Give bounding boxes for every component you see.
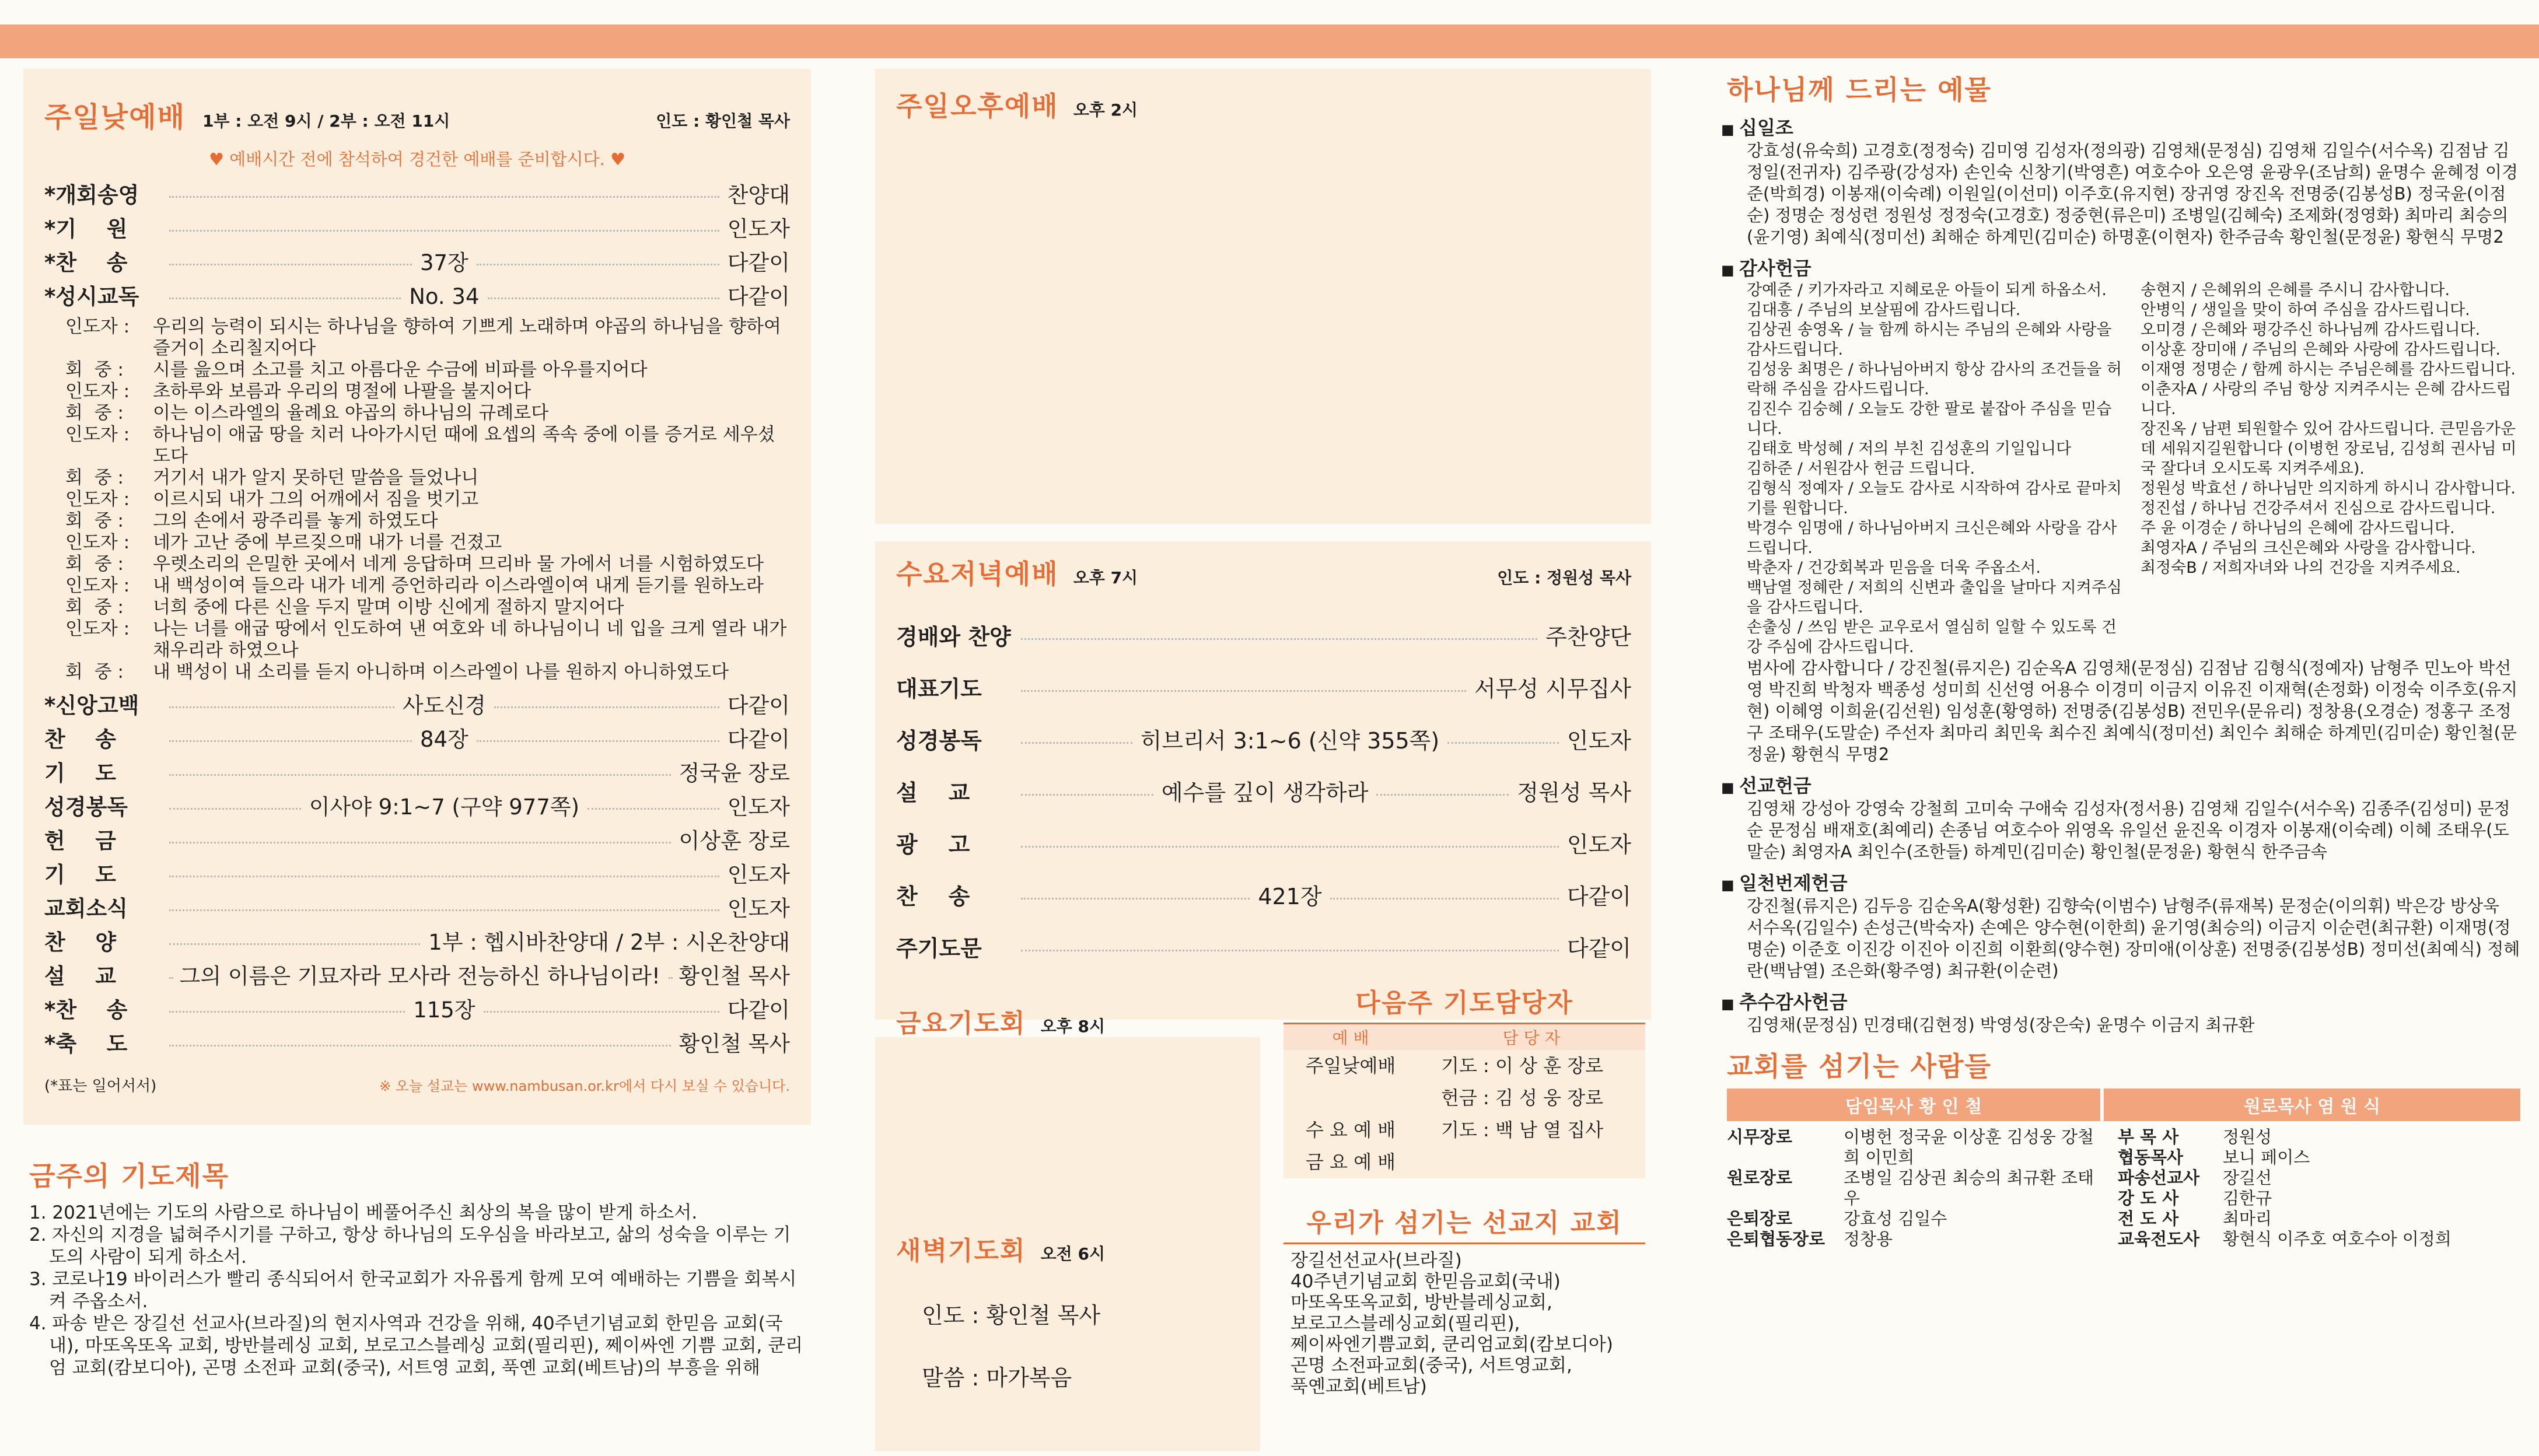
responsive-line [65, 467, 790, 489]
dot-leader [169, 808, 301, 810]
dot-leader [477, 740, 719, 742]
responsive-speaker: 회 중 : [65, 510, 124, 531]
weekly-prayer-title: 금주의 기도제목 [29, 1160, 230, 1192]
senior-pastor: 담임목사 황 인 철 [1727, 1088, 2100, 1121]
dot-leader [669, 977, 671, 979]
next-week-person: 기도 : 백 남 열 집사 [1441, 1119, 1604, 1141]
order-name: 대표기도 [896, 676, 982, 702]
prayer-item: 2. 자신의 지경을 넓혀주시기를 구하고, 항상 하나님의 도우심을 바라보고, 삶의 성숙을 이루는 기도의 사람이 되게 하소서. [29, 1224, 791, 1268]
order-name: 찬 송 [44, 727, 117, 752]
order-name: 성경봉독 [44, 794, 128, 820]
first-offering-names: 강진철(류지은) 김두응 김순옥A(황성환) 김향숙(이범수) 남형주(류재복) 문정순(이의휘) 박은강 방상욱 서수옥(김일수) 손성근(박숙자) 손예은 양수현(이한희) 윤기영(최승의) 이금지 이순련(최규환) 이재명(정명순) 이준호 이진강 이진아 이진희 이환희(양수현) 장미애(이상훈) 전명중(김봉성B) 정미선(최예식) 정혜란(백남열) 조은화(황주영) 최규환(이순련) [1747, 896, 2520, 981]
staff-row [1727, 1229, 2106, 1250]
order-name: *신앙고백 [44, 693, 139, 718]
order-person: 인도자 [727, 794, 790, 820]
staff-names: 김한규 [2223, 1188, 2272, 1208]
responsive-speaker: 회 중 : [65, 359, 124, 380]
thanks-general: 범사에 감사합니다 / 강진철(류지은) 김순옥A 김영채(문정심) 김점남 김형식(정예자) 남형주 민노아 박선영 박진희 박청자 백종성 성미희 신선영 어용수 이경미 이금지 이유진 이재혁(손정화) 이정숙 이주호(유지현) 이혜영 이희윤(김선원) 임성훈(황영하) 전명중(김봉성B) 전민우(문유리) 정창용(오경순) 정홍구 조정구 조태우(도말순) 주선자 최마리 최민욱 최수진 최예식(정미선) 최인수 최해순 하계민(김미순) 황인철(문정윤) 황현식 무명2 [1747, 658, 2518, 764]
order-person: 인도자 [1566, 832, 1631, 858]
next-week-person: 기도 : 이 상 훈 장로 [1441, 1055, 1604, 1077]
staff-row [2118, 1147, 2520, 1168]
thanks-grid [1721, 281, 2520, 657]
thanks-entry: 강예준 / 키가자라고 지혜로운 아들이 되게 하옵소서. [1747, 281, 2107, 299]
dot-leader [169, 264, 412, 265]
order-row [44, 858, 790, 892]
order-detail: 그의 이름은 기묘자라 모사라 전능하신 하나님이라! [179, 964, 660, 989]
order-detail: No. 34 [409, 284, 480, 309]
mission-church-item: 마또옥또옥교회, 방반블레싱교회, [1291, 1292, 1552, 1313]
staff-role: 파송선교사 [2118, 1168, 2200, 1188]
dot-leader [494, 706, 719, 708]
dot-leader [1447, 742, 1559, 744]
order-person: 황인철 목사 [679, 964, 790, 989]
dot-leader [1330, 898, 1559, 900]
sunday-service-times: 1부 : 오전 9시 / 2부 : 오전 11시 [202, 111, 450, 131]
responsive-line [65, 532, 790, 554]
afternoon-panel [875, 69, 1651, 524]
order-person: 다같이 [727, 284, 791, 309]
responsive-line [65, 402, 790, 424]
thanks-entry: 장진옥 / 남편 퇴원할수 있어 감사드립니다. 큰믿음가운데 세워지길원합니다 (이병헌 장로님, 김성희 권사님 미국 잘다녀 오시도록 지켜주세요). [2141, 420, 2517, 478]
staff-row [1727, 1127, 2106, 1168]
responsive-line [65, 510, 790, 532]
responsive-line [65, 662, 790, 683]
weekday-services-column [875, 69, 1651, 1451]
thanks-entry: 정원성 박효선 / 하나님만 의지하게 하시니 감사합니다. [2141, 480, 2516, 498]
order-person: 주찬양단 [1545, 624, 1631, 650]
next-week-row [1284, 1050, 1645, 1082]
order-name: *축 도 [44, 1031, 128, 1056]
order-detail: 115장 [413, 998, 475, 1023]
order-name: 기 도 [44, 862, 117, 887]
staff-role: 강 도 사 [2118, 1188, 2179, 1208]
mission-church-item: 장길선선교사(브라질) [1291, 1250, 1462, 1271]
order-row [896, 715, 1631, 767]
mission-church-item: 보로고스블레싱교회(필리핀), [1291, 1313, 1520, 1334]
web-note: ※ 오늘 설교는 www.nambusan.or.kr에서 다시 보실 수 있습니다. [379, 1078, 790, 1094]
afternoon-title: 주일오후예배 [896, 90, 1059, 122]
responsive-line [65, 489, 790, 510]
order-person: 다같이 [1566, 936, 1631, 961]
responsive-text: 나는 너를 애굽 땅에서 인도하여 낸 여호와 네 하나님이니 네 입을 크게 열라 내가 채우리라 하였으나 [153, 618, 787, 661]
thanks-entry: 박경수 임명애 / 하나님아버지 크신은혜와 사랑을 감사드립니다. [1747, 519, 2117, 557]
dot-leader [169, 230, 719, 232]
thanks-entry: 최영자A / 주님의 크신은혜와 사랑을 감사합니다. [2141, 539, 2476, 557]
dot-leader [1021, 794, 1153, 796]
order-person: 다같이 [727, 693, 791, 718]
dot-leader [169, 1011, 405, 1013]
harvest-offering-heading: ■ 추수감사헌금 [1721, 988, 2520, 1014]
mission-church-item: 쩨이싸엔기쁨교회, 쿤리엄교회(캄보디아) [1291, 1334, 1613, 1355]
order-name: 교회소식 [44, 896, 128, 921]
responsive-line [65, 381, 790, 402]
order-detail: 이사야 9:1~7 (구약 977쪽) [309, 794, 580, 820]
responsive-text: 거기서 내가 알지 못하던 말씀을 들었나니 [153, 467, 479, 488]
thanks-entry: 주 윤 이경순 / 하나님의 은혜에 감사드립니다. [2141, 519, 2455, 537]
order-person: 다같이 [727, 250, 790, 275]
order-row [44, 212, 790, 246]
order-person: 이상훈 장로 [679, 828, 790, 853]
next-week-row [1284, 1114, 1645, 1146]
church-staff-title: 교회를 섬기는 사람들 [1727, 1051, 1992, 1082]
responsive-text: 내 백성이 내 소리를 듣지 아니하며 이스라엘이 나를 원하지 아니하였도다 [153, 662, 729, 682]
staff-role: 전 도 사 [2118, 1209, 2179, 1228]
order-detail: 84장 [419, 727, 468, 752]
responsive-speaker: 회 중 : [65, 597, 124, 618]
staff-names: 최마리 [2223, 1209, 2272, 1228]
next-week-service: 주일낮예배 [1305, 1055, 1396, 1077]
dot-leader [169, 1045, 671, 1046]
staff-right [2106, 1127, 2520, 1250]
dot-leader [169, 196, 719, 198]
staff-role: 시무장로 [1727, 1127, 1793, 1147]
order-detail: 421장 [1258, 884, 1322, 909]
order-name: *찬 송 [44, 250, 128, 275]
order-row [896, 663, 1631, 715]
thanks-heading: ■ 감사헌금 [1721, 254, 2520, 281]
mission-church-item: 곤명 소전파교회(중국), 서트영교회, [1291, 1355, 1572, 1376]
dot-leader [169, 740, 412, 742]
thanks-entry: 김하준 / 서원감사 헌금 드립니다. [1747, 460, 1975, 478]
next-week-title: 다음주 기도담당자 [1355, 988, 1573, 1018]
next-week-service [1284, 1082, 1418, 1114]
next-week-service: 수 요 예 배 [1305, 1119, 1396, 1141]
staff-row [1727, 1209, 2106, 1229]
thanks-entry: 이춘자A / 사랑의 주님 항상 지켜주시는 은혜 감사드립니다. [2141, 380, 2512, 418]
sunday-service-leader: 인도 : 황인철 목사 [656, 111, 790, 131]
responsive-speaker: 인도자 : [65, 381, 130, 402]
dot-leader [169, 298, 401, 299]
responsive-speaker: 인도자 : [65, 575, 130, 596]
sunday-order-bottom [44, 689, 790, 1061]
order-name: *개회송영 [44, 183, 139, 208]
order-name: 설 교 [896, 780, 970, 806]
order-detail: 사도신경 [402, 693, 486, 718]
thanks-entry: 김상권 송영옥 / 늘 함께 하시는 주님의 은혜와 사랑을 감사드립니다. [1747, 321, 2112, 359]
dot-leader [169, 876, 719, 877]
responsive-line [65, 597, 790, 618]
order-name: 설 교 [44, 964, 117, 989]
responsive-speaker: 인도자 : [65, 489, 130, 510]
staff-role: 부 목 사 [2118, 1127, 2179, 1147]
responsive-text: 하나님이 애굽 땅을 치러 나아가시던 때에 요셉의 족속 중에 이를 증거로 세우셨도다 [153, 424, 775, 467]
staff-names: 보니 페이스 [2223, 1147, 2310, 1167]
thanks-entry: 박춘자 / 건강회복과 믿음을 더욱 주옵소서. [1747, 559, 2041, 577]
sunday-service-title: 주일낮예배 [44, 101, 186, 134]
order-row [44, 757, 790, 790]
order-person: 인도자 [1566, 728, 1631, 754]
staff-names: 정원성 [2223, 1127, 2272, 1147]
order-row [44, 960, 790, 993]
order-person: 정국윤 장로 [679, 761, 790, 786]
dawn-word: 말씀 : 마가복음 [922, 1365, 1072, 1391]
order-row [44, 689, 790, 723]
responsive-speaker: 인도자 : [65, 316, 130, 337]
order-name: *찬 송 [44, 998, 128, 1023]
thanks-entry: 김대흥 / 주님의 보살핌에 감사드립니다. [1747, 301, 2021, 319]
order-row [44, 1027, 790, 1061]
order-person: 인도자 [727, 896, 790, 921]
dot-leader [169, 943, 420, 945]
friday-title: 금요기도회 [896, 1009, 1026, 1038]
order-row [44, 926, 790, 960]
thanks-entry: 송현지 / 은혜위의 은혜를 주시니 감사합니다. [2141, 281, 2450, 299]
order-name: 성경봉독 [896, 728, 982, 754]
responsive-speaker: 회 중 : [65, 402, 124, 424]
responsive-line [65, 424, 790, 467]
order-name: 찬 양 [44, 930, 117, 955]
order-name: 경배와 찬양 [896, 624, 1011, 650]
sunday-order-top [44, 178, 790, 314]
dot-leader [169, 909, 719, 911]
thanks-entry: 정진섭 / 하나님 건강주셔서 진심으로 감사드립니다. [2141, 499, 2496, 517]
staff-left [1721, 1127, 2106, 1250]
responsive-text: 이는 이스라엘의 율례요 야곱의 하나님의 규례로다 [153, 402, 549, 424]
order-person: 인도자 [727, 216, 790, 242]
offerings-title: 하나님께 드리는 예물 [1727, 74, 1992, 106]
staff-names: 강효성 김일수 [1844, 1209, 1947, 1228]
responsive-text: 그의 손에서 광주리를 놓게 하였도다 [153, 510, 438, 531]
mission-offering-heading: ■ 선교헌금 [1721, 771, 2520, 798]
thanks-entry: 김진수 김숭혜 / 오늘도 강한 팔로 붙잡아 주심을 믿습니다. [1747, 400, 2112, 438]
dawn-title: 새벽기도회 [896, 1236, 1026, 1266]
mission-church-item: 푹옌교회(베트남) [1291, 1376, 1427, 1397]
order-detail: 예수를 깊이 생각하라 [1161, 780, 1369, 806]
prayer-item: 1. 2021년에는 기도의 사람으로 하나님이 베풀어주신 최상의 복을 많이 받게 하소서. [29, 1202, 698, 1223]
dot-leader [1021, 898, 1250, 900]
responsive-speaker: 회 중 : [65, 662, 124, 682]
next-week-head-service: 예 배 [1332, 1028, 1369, 1048]
responsive-text: 시를 읊으며 소고를 치고 아름다운 수금에 비파를 아우를지어다 [153, 359, 648, 380]
dot-leader [169, 774, 671, 776]
top-accent-bar [0, 24, 2539, 58]
emeritus-pastor: 원로목사 염 원 식 [2104, 1088, 2520, 1121]
dawn-time: 오전 6시 [1040, 1244, 1105, 1264]
staff-role: 은퇴협동장로 [1727, 1229, 1825, 1249]
prayer-item: 4. 파송 받은 장길선 선교사(브라질)의 현지사역과 건강을 위해, 40주년기념교회 한믿음 교회(국내), 마또옥또옥 교회, 방반블레싱 교회, 보로고스블레싱 교회(필리핀), 쩨이싸엔 기쁨 교회, 쿤리엄 교회(캄보디아), 곤명 소전파 교회(중국), 서트영 교회, 푹옌 교회(베트남)의 부흥을 위해 [29, 1313, 803, 1378]
dot-leader [488, 298, 719, 299]
afternoon-time: 오후 2시 [1073, 100, 1138, 120]
order-row [44, 280, 790, 314]
order-row [896, 871, 1631, 923]
friday-panel [875, 1037, 1260, 1259]
mission-offering-names: 김영채 강성아 강영숙 강철희 고미숙 구애숙 김성자(정서용) 김영채 김일수(서수옥) 김종주(김성미) 문정순 문정심 배재호(최예리) 손종님 여호수아 위영옥 유일선 윤진옥 이경자 이봉재(이숙례) 이혜 조태우(도말순) 최영자A 최인수(조한들) 하계민(김미순) 황인철(문정윤) 황현식 한주금속 [1747, 799, 2510, 862]
responsive-speaker: 회 중 : [65, 467, 124, 488]
thanks-entry: 김형식 정예자 / 오늘도 감사로 시작하여 감사로 끝마치기를 원합니다. [1747, 480, 2122, 517]
prepare-notice: ♥ 예배시간 전에 참석하여 경건한 예배를 준비합시다. ♥ [208, 149, 626, 169]
thanks-entry: 이재영 정명순 / 함께 하시는 주님은혜를 감사드립니다. [2141, 360, 2516, 379]
order-name: 찬 송 [896, 884, 970, 909]
order-row [44, 892, 790, 926]
order-person: 다같이 [727, 727, 790, 752]
dot-leader [587, 808, 719, 810]
next-week-person: 헌금 : 김 성 웅 장로 [1441, 1087, 1604, 1109]
order-detail: 히브리서 3:1~6 (신약 355쪽) [1140, 728, 1440, 754]
dot-leader [1376, 794, 1509, 796]
staff-role: 교육전도사 [2118, 1229, 2200, 1249]
thanks-entry: 백남열 정혜란 / 저희의 신변과 출입을 날마다 지켜주심을 감사드립니다. [1747, 579, 2122, 617]
staff-row [2118, 1188, 2520, 1209]
next-week-row [1284, 1146, 1645, 1178]
dot-leader [169, 706, 394, 708]
order-person: 정원성 목사 [1517, 780, 1631, 806]
responsive-line [65, 316, 790, 359]
staff-names: 조병일 김상권 최승의 최규환 조태우 [1844, 1168, 2094, 1208]
order-person: 1부 : 헵시바찬양대 / 2부 : 시온찬양대 [428, 930, 790, 955]
next-week-row [1284, 1082, 1645, 1114]
thanks-entry: 손출싱 / 쓰임 받은 교우로서 열심히 일할 수 있도록 건강 주심에 감사드립니다. [1747, 618, 2117, 656]
staff-names: 장길선 [2223, 1168, 2272, 1188]
order-row [896, 767, 1631, 819]
responsive-speaker: 회 중 : [65, 554, 124, 575]
dot-leader [1021, 690, 1466, 692]
wednesday-title: 수요저녁예배 [896, 558, 1059, 590]
order-detail: 37장 [419, 250, 468, 275]
dot-leader [477, 264, 719, 265]
thanks-entry: 김성웅 최명은 / 하나님아버지 항상 감사의 조건들을 허락해 주심을 감사드립니다. [1747, 360, 2122, 398]
dot-leader [1021, 742, 1132, 744]
order-person: 다같이 [727, 998, 791, 1023]
staff-names: 황현식 이주호 여호수아 이정희 [2223, 1229, 2451, 1249]
staff-role: 은퇴장로 [1727, 1209, 1793, 1228]
responsive-reading [44, 316, 790, 683]
order-name: 헌 금 [44, 828, 117, 853]
responsive-text: 우리의 능력이 되시는 하나님을 향하여 기쁘게 노래하며 야곱의 하나님을 향하여 즐거이 소리칠지어다 [153, 316, 781, 359]
staff-role: 원로장로 [1727, 1168, 1793, 1188]
staff-row [2118, 1229, 2520, 1250]
thanks-entry: 오미경 / 은혜와 평강주신 하나님께 감사드립니다. [2141, 321, 2481, 339]
order-name: 광 고 [896, 832, 970, 858]
staff-row [2118, 1168, 2520, 1188]
order-row [44, 790, 790, 824]
responsive-line [65, 618, 790, 662]
thanks-entry: 김태호 박성혜 / 저의 부친 김성훈의 기일입니다 [1747, 440, 2072, 458]
order-row [44, 723, 790, 757]
responsive-text: 네가 고난 중에 부르짖으매 내가 너를 건졌고 [153, 532, 502, 553]
responsive-speaker: 인도자 : [65, 532, 130, 553]
wednesday-leader: 인도 : 정원성 목사 [1497, 568, 1631, 587]
order-row [896, 611, 1631, 663]
staff-row [2118, 1127, 2520, 1147]
stand-note: (*표는 일어서서) [44, 1077, 157, 1095]
dot-leader [1021, 950, 1559, 951]
order-row [44, 178, 790, 212]
thanks-entry: 안병익 / 생일을 맞이 하여 주심을 감사드립니다. [2141, 301, 2470, 319]
wednesday-time: 오후 7시 [1073, 568, 1138, 587]
next-week-service: 금 요 예 배 [1305, 1151, 1396, 1173]
order-row [44, 824, 790, 858]
order-name: 주기도문 [896, 936, 982, 961]
order-person: 다같이 [1566, 884, 1631, 909]
mission-church-item: 40주년기념교회 한믿음교회(국내) [1291, 1271, 1561, 1292]
wednesday-order [896, 611, 1631, 975]
next-week-person [1418, 1146, 1645, 1178]
dot-leader [169, 842, 671, 844]
friday-time: 오후 8시 [1040, 1017, 1105, 1036]
staff-names: 정창용 [1844, 1229, 1893, 1249]
responsive-text: 초하루와 보름과 우리의 명절에 나팔을 불지어다 [153, 381, 531, 402]
next-week-table [1284, 1023, 1645, 1178]
harvest-offering-names: 김영채(문정심) 민경태(김현정) 박영성(장은숙) 윤명수 이금지 최규환 [1747, 1015, 2255, 1035]
responsive-line [65, 359, 790, 381]
order-person: 서무성 시무집사 [1474, 676, 1631, 702]
thanks-entry: 이상훈 장미애 / 주님의 은혜와 사랑에 감사드립니다. [2141, 341, 2500, 359]
staff-row [2118, 1209, 2520, 1229]
thanks-entry: 최정숙B / 저희자녀와 나의 건강을 지켜주세요. [2141, 559, 2461, 577]
sunday-service-column [23, 69, 811, 1451]
staff-row [1727, 1168, 2106, 1209]
responsive-speaker: 인도자 : [65, 424, 130, 445]
staff-names: 이병헌 정국윤 이상훈 김성웅 강철희 이민희 [1844, 1127, 2094, 1167]
responsive-line [65, 554, 790, 575]
order-row [44, 246, 790, 280]
responsive-text: 우렛소리의 은밀한 곳에서 네게 응답하며 므리바 물 가에서 너를 시험하였도다 [153, 554, 764, 575]
order-person: 찬양대 [727, 183, 790, 208]
weekly-prayer-list [29, 1202, 805, 1379]
responsive-line [65, 575, 790, 597]
dot-leader [484, 1011, 719, 1013]
offerings-column [1721, 69, 2520, 1451]
dot-leader [1021, 846, 1559, 848]
responsive-speaker: 인도자 : [65, 618, 130, 639]
order-row [896, 819, 1631, 871]
order-name: *성시교독 [44, 284, 139, 309]
order-row [896, 923, 1631, 975]
mission-church-list [1284, 1250, 1645, 1397]
prayer-item: 3. 코로나19 바이러스가 빨리 종식되어서 한국교회가 자유롭게 함께 모여 예배하는 기쁨을 회복시켜 주옵소서. [29, 1269, 797, 1312]
next-week-head-person: 담 당 자 [1502, 1028, 1561, 1048]
dawn-leader: 인도 : 황인철 목사 [922, 1303, 1100, 1328]
order-name: *기 원 [44, 216, 128, 242]
church-staff-header [1721, 1088, 2520, 1121]
tithe-names: 강효성(유숙희) 고경호(정정숙) 김미영 김성자(정의광) 김영채(문정심) 김영채 김일수(서수옥) 김점남 김정일(전귀자) 김주광(강성자) 손인숙 신창기(박영흔) 여호수아 오은영 윤광우(조남희) 윤명수 윤혜정 이경준(박희경) 이봉재(이숙례) 이원일(이선미) 이주호(유지현) 장귀영 장진옥 전명중(김봉성B) 정국윤(이점순) 정명순 정성련 정원성 정정숙(고경호) 정중현(류은미) 조병일(김혜숙) 조제화(정영화) 최마리 최승의(윤기영) 최예식(정미선) 최해순 하계민(김미순) 하명훈(이현자) 한주금속 황인철(문정윤) 황현식 무명2 [1747, 141, 2519, 247]
first-offering-heading: ■ 일천번제헌금 [1721, 869, 2520, 895]
tithe-heading: ■ 십일조 [1721, 113, 2520, 140]
responsive-text: 내 백성이여 들으라 내가 네게 증언하리라 이스라엘이여 내게 듣기를 원하노라 [153, 575, 764, 596]
responsive-text: 너희 중에 다른 신을 두지 말며 이방 신에게 절하지 말지어다 [153, 597, 624, 618]
dot-leader [1021, 638, 1537, 640]
mission-church-title: 우리가 섬기는 선교지 교회 [1284, 1202, 1645, 1244]
order-name: 기 도 [44, 761, 117, 786]
staff-role: 협동목사 [2118, 1147, 2184, 1167]
order-person: 황인철 목사 [679, 1031, 790, 1056]
responsive-text: 이르시되 내가 그의 어깨에서 짐을 벗기고 [153, 489, 479, 510]
order-row [44, 993, 790, 1027]
order-person: 인도자 [727, 862, 790, 887]
dot-leader [169, 977, 172, 979]
